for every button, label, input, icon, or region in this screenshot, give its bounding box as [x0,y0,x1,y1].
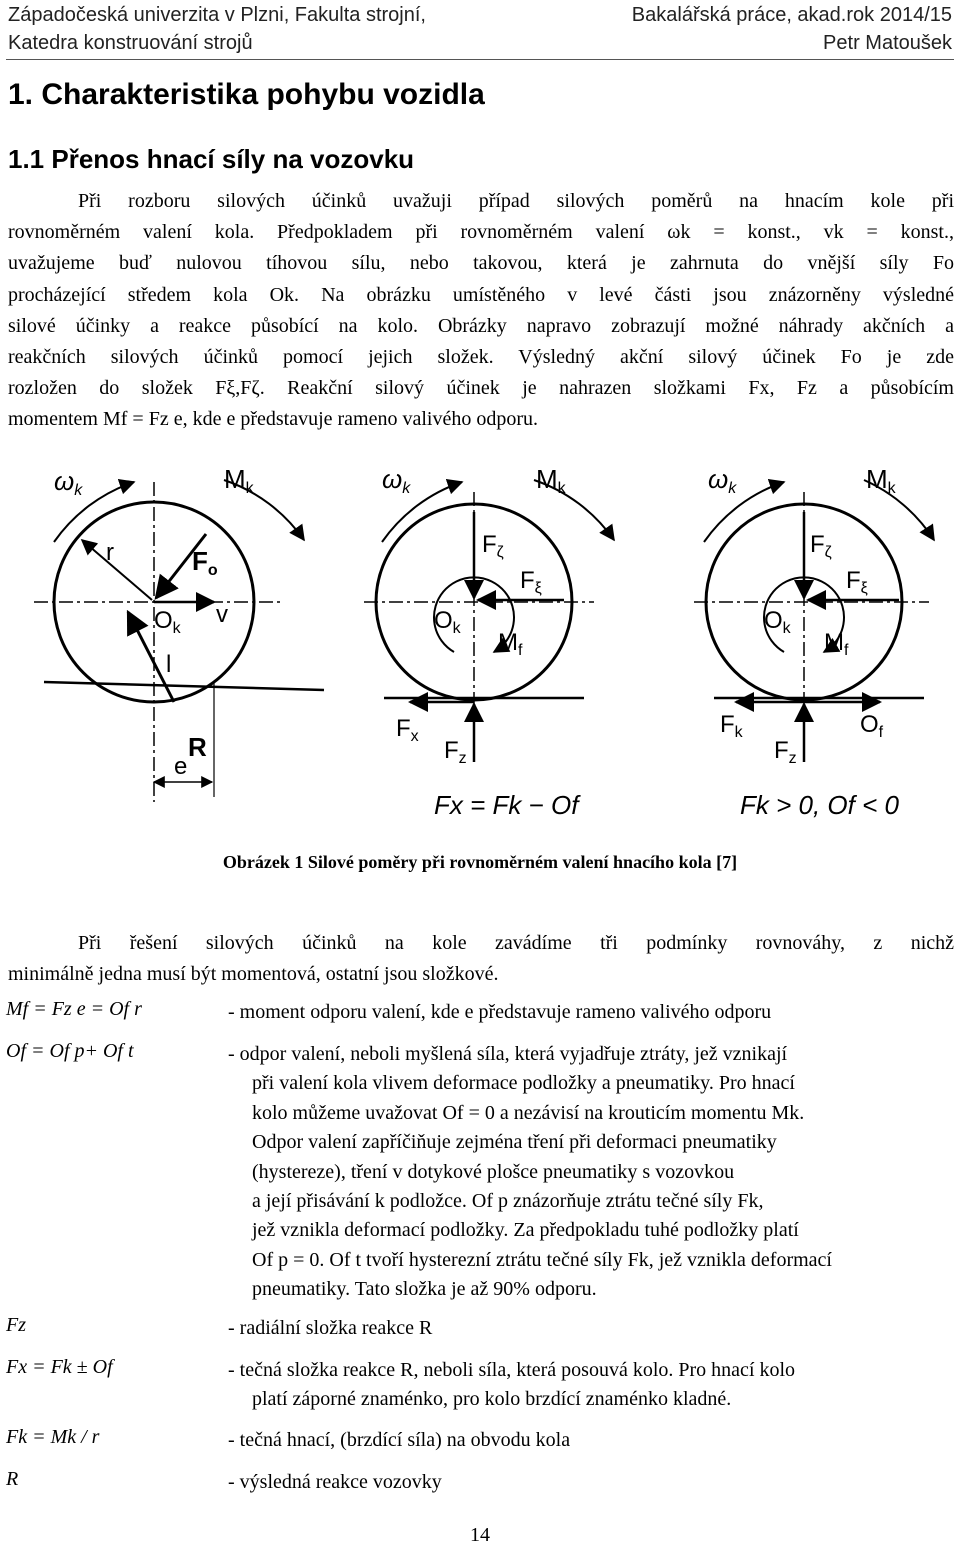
equation-cont-line: platí záporné znaménko, pro kolo brzdící znaménko kladné. [252,1388,732,1411]
equation-description [228,1314,960,1343]
equation-lhs: Fz [6,1314,26,1336]
v-label: v [216,601,228,628]
equation-cont-line: pneumatiky. Tato složka je až 90% odporu. [252,1278,597,1301]
fz-label-3: $F_z$ [774,737,797,767]
equation-desc-line: - moment odporu valení, kde e představuje rameno valivého odporu [228,1001,772,1023]
ok-label-3: $O_k$ [764,607,791,637]
equation-lhs: Fk = Mk / r [6,1426,100,1448]
intro-line-3: uvažujeme buď nulovou tíhovou sílu, nebo takovou, která je zahrnuta do vnější síly Fo [8,252,954,275]
moment-label-3: Mk [866,464,896,497]
figure-caption: Obrázek 1 Silové poměry při rovnoměrném valení hnacího kola [7] [222,852,738,872]
page-number: 14 [470,1524,490,1546]
fo-label: Fo [192,546,218,579]
equation-cont-line: při valení kola vlivem deformace podložky a pneumatiky. Pro hnací [252,1072,795,1095]
equation-desc-line: - odpor valení, neboli myšlená síla, která vyjadřuje ztráty, jež vznikají [228,1043,788,1065]
moment-label-2: Mk [536,464,566,497]
wheel-force-diagram [24,452,944,832]
intro-line-5: silové účinky a reakce působící na kolo. Obrázky napravo zobrazují možné náhrady akčních a [8,314,954,337]
header-author: Petr Matoušek [823,32,952,54]
radius-line [82,540,152,600]
fzeta-label: $F_\zeta$ [482,531,504,561]
road-line [44,682,324,690]
moment-label: Mk [224,464,254,497]
wheel-middle [364,464,614,820]
equation-desc-line: - tečná složka reakce R, neboli síla, která posouvá kolo. Pro hnací kolo [228,1359,796,1381]
para2-line-2: minimálně jedna musí být momentová, ostatní jsou složkové. [8,963,499,986]
equilibrium-paragraph [8,928,954,990]
fxi-label: $F_\xi$ [520,567,542,597]
equation-lhs: R [6,1468,19,1490]
equation-cont-line: a její přisávání k podložce. Of p znázorňuje ztrátu tečné síly Fk, [252,1190,764,1213]
equation-middle: Fx = Fk − Of [434,790,579,820]
mf-label: $M_f$ [498,629,523,659]
mf-label-3: $M_f$ [824,629,849,659]
radius-label: r [106,539,114,566]
equation-right: Fk > 0, Of < 0 [740,790,899,820]
omega-label-2: ωk [382,464,411,497]
equation-lhs: Of = Of p+ Of t [6,1040,134,1062]
header-rule [6,59,954,60]
equation-lhs: Mf = Fz e = Of r [6,998,142,1020]
intro-line-8: momentem Mf = Fz e, kde e představuje rameno valivého odporu. [8,408,539,431]
omega-label: ωk [54,466,83,499]
section-heading: 1.1 Přenos hnací síly na vozovku [8,144,415,174]
ok-label: $O_k$ [154,607,181,637]
r-force-label: R [188,732,207,762]
wheel-right [694,464,934,820]
equation-cont-line: Odpor valení zapříčiňuje zejména tření při deformaci pneumatiky [252,1131,777,1154]
intro-line-1: Při rozboru silových účinků uvažuji případ silových poměrů na hnacím kole při [78,190,954,212]
fx-label: $F_x$ [396,715,419,745]
para2-line-1: Při řešení silových účinků na kole zavádíme tři podmínky rovnováhy, z nichž [78,932,954,954]
equation-desc-line: - výsledná reakce vozovky [228,1471,442,1493]
intro-paragraph [8,186,954,436]
fxi-label-3: $F_\xi$ [846,567,868,597]
header-thesis-type: Bakalářská práce, akad.rok 2014/15 [631,4,952,26]
intro-line-4: procházející středem kola Ok. Na obrázku umístěného v levé části jsou znázorněny výsledné [8,283,954,306]
header-university: Západočeská univerzita v Plzni, Fakulta strojní, [8,4,426,26]
equation-cont-line: jež vznikla deformací podložky. Za předpokladu tuhé podložky platí [252,1219,799,1242]
ok-label-2: $O_k$ [434,607,461,637]
intro-line-7: rozložen do složek Fξ,Fζ. Reakční silový účinek je nahrazen složkami Fx, Fz a působícím [8,377,954,400]
intro-line-6: reakčních silových účinků pomocí jejich složek. Výsledný akční silový účinek Fo je zde [8,346,954,369]
chapter-heading: 1. Charakteristika pohybu vozidla [8,78,485,111]
e-label: e [174,753,188,780]
equation-cont-line: Of p = 0. Of t tvoří hysterezní ztrátu tečné síly Fk, jež vznikla deformací [252,1248,832,1271]
of-label: $O_f$ [860,711,884,741]
equation-desc-line: - tečná hnací, (brzdící síla) na obvodu kola [228,1429,571,1451]
equation-description [228,1356,960,1415]
fzeta-label-3: $F_\zeta$ [810,531,832,561]
fz-label: $F_z$ [444,737,467,767]
fk-label: $F_k$ [720,711,743,741]
equation-cont-line: (hystereze), tření v dotykové plošce pneumatiky s vozovkou [252,1160,735,1183]
equation-description [228,998,960,1027]
wheel-left [34,464,324,802]
equation-description [228,1426,960,1455]
l-label: l [166,651,172,678]
equation-desc-line: - radiální složka reakce R [228,1317,433,1339]
omega-label-3: ωk [708,464,737,497]
header-department: Katedra konstruování strojů [8,32,253,54]
equation-lhs: Fx = Fk ± Of [6,1356,113,1378]
equation-description [228,1468,960,1497]
intro-line-2: rovnoměrném valení kola. Předpokladem při rovnoměrném valení ωk = konst., vk = konst., [8,221,954,244]
equation-description [228,1040,960,1305]
equation-cont-line: kolo můžeme uvažovat Of = 0 a nezávisí na krouticím momentu Mk. [252,1101,805,1124]
